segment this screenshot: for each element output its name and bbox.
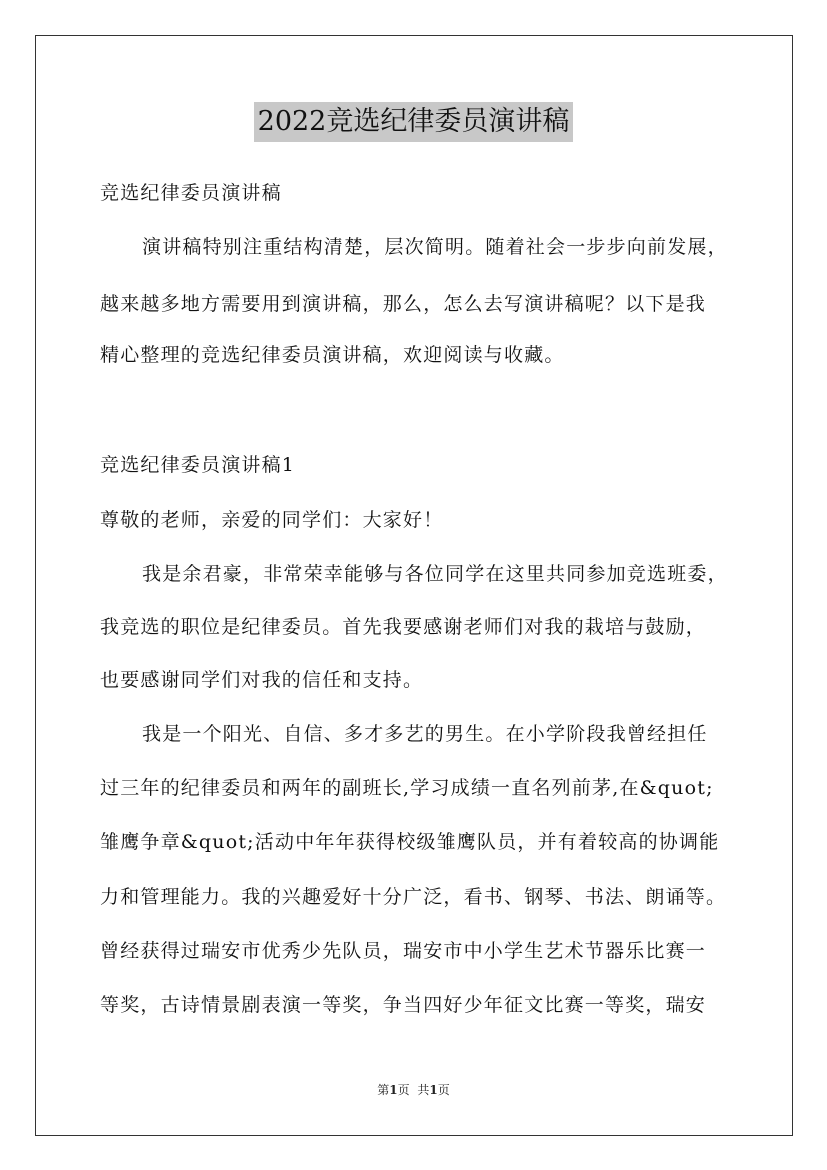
intro-line: 越来越多地方需要用到演讲稿，那么，怎么去写演讲稿呢？以下是我 [100, 293, 707, 315]
section-heading: 竞选纪律委员演讲稿1 [100, 454, 296, 476]
body-line: 我竞选的职位是纪律委员。首先我要感谢老师们对我的栽培与鼓励， [100, 616, 707, 638]
body-line: 雏鹰争章&quot;活动中年年获得校级雏鹰队员，并有着较高的协调能 [100, 831, 720, 853]
total-suffix: 页 [437, 1083, 450, 1097]
body-line: 过三年的纪律委员和两年的副班长,学习成绩一直名列前茅,在&quot; [100, 777, 714, 799]
intro-line: 演讲稿特别注重结构清楚，层次简明。随着社会一步步向前发展， [142, 236, 728, 258]
document-subtitle: 竞选纪律委员演讲稿 [100, 182, 282, 204]
greeting: 尊敬的老师，亲爱的同学们：大家好！ [100, 509, 444, 531]
page-suffix: 页 [397, 1083, 410, 1097]
total-prefix: 共 [417, 1083, 430, 1097]
body-line: 等奖，古诗情景剧表演一等奖，争当四好少年征文比赛一等奖，瑞安 [100, 994, 707, 1016]
body-line: 曾经获得过瑞安市优秀少先队员，瑞安市中小学生艺术节器乐比赛一 [100, 940, 707, 962]
body-line: 力和管理能力。我的兴趣爱好十分广泛，看书、钢琴、书法、朗诵等。 [100, 886, 727, 908]
body-line: 我是一个阳光、自信、多才多艺的男生。在小学阶段我曾经担任 [142, 723, 708, 745]
page-prefix: 第 [377, 1083, 390, 1097]
body-line: 我是余君豪，非常荣幸能够与各位同学在这里共同参加竞选班委， [142, 563, 728, 585]
document-title: 2022竞选纪律委员演讲稿 [254, 102, 574, 142]
intro-line: 精心整理的竞选纪律委员演讲稿，欢迎阅读与收藏。 [100, 344, 565, 366]
total-pages: 1 [429, 1083, 438, 1097]
page-number: 1 [389, 1083, 398, 1097]
title-block [0, 102, 827, 142]
page-footer [0, 1082, 827, 1098]
body-line: 也要感谢同学们对我的信任和支持。 [100, 669, 424, 691]
